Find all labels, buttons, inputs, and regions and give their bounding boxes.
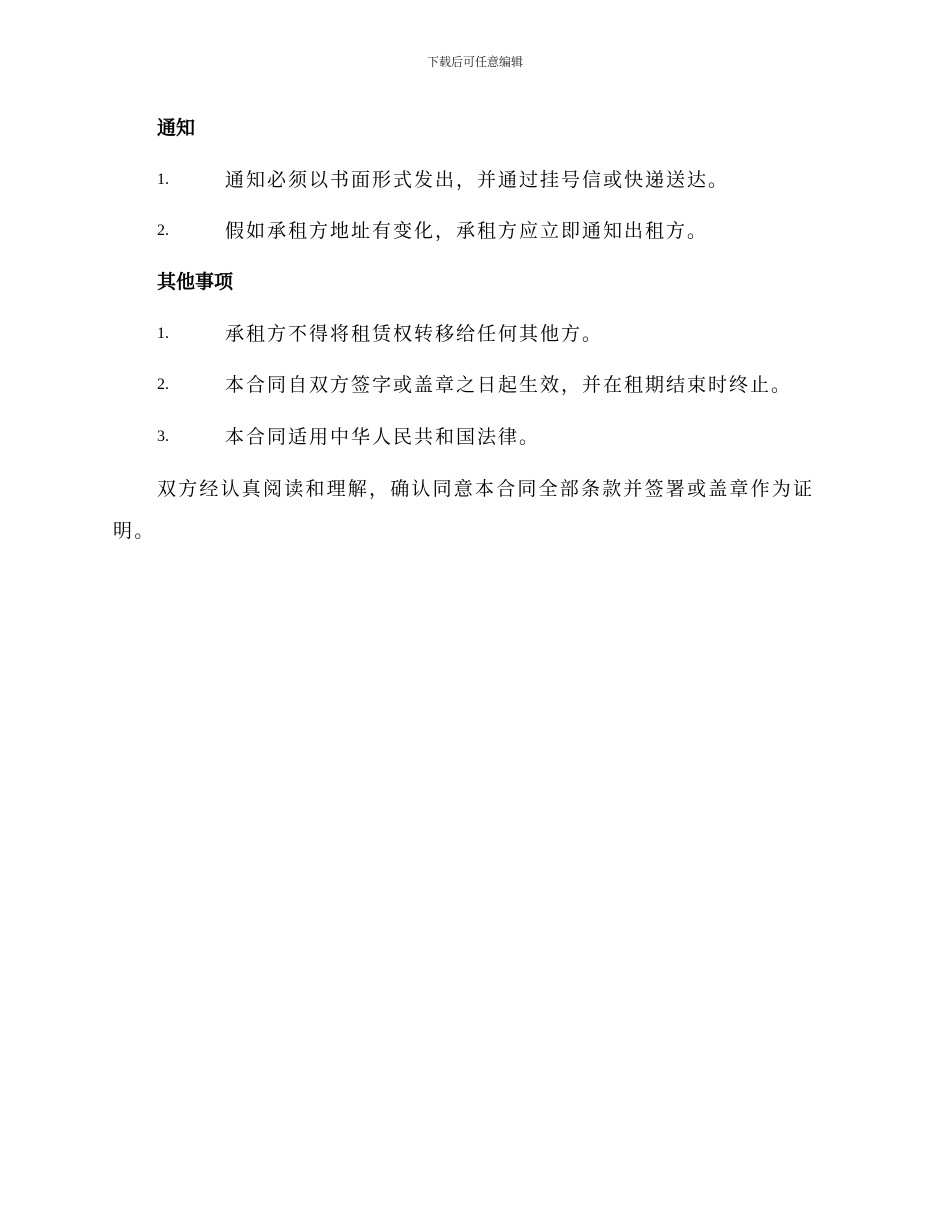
item-text: 本合同自双方签字或盖章之日起生效，并在租期结束时终止。 bbox=[225, 374, 793, 396]
item-text: 本合同适用中华人民共和国法律。 bbox=[225, 426, 541, 448]
closing-paragraph: 双方经认真阅读和理解，确认同意本合同全部条款并签署或盖章作为证明。 bbox=[113, 478, 815, 542]
item-text: 承租方不得将租赁权转移给任何其他方。 bbox=[225, 323, 604, 345]
section-heading-other-matters: 其他事项 bbox=[157, 271, 234, 293]
section-heading-notice: 通知 bbox=[157, 117, 196, 139]
list-item bbox=[157, 424, 540, 450]
list-item bbox=[157, 321, 603, 347]
item-number: 1. bbox=[157, 325, 169, 342]
item-text: 假如承租方地址有变化，承租方应立即通知出租方。 bbox=[225, 220, 709, 242]
list-item bbox=[157, 167, 729, 193]
item-number: 2. bbox=[157, 376, 169, 393]
list-item bbox=[157, 372, 792, 398]
item-number: 1. bbox=[157, 171, 169, 188]
item-text: 通知必须以书面形式发出，并通过挂号信或快递送达。 bbox=[225, 169, 730, 191]
item-number: 3. bbox=[157, 428, 169, 445]
item-number: 2. bbox=[157, 222, 169, 239]
page-header: 下载后可任意编辑 bbox=[426, 55, 523, 69]
list-item bbox=[157, 218, 708, 244]
